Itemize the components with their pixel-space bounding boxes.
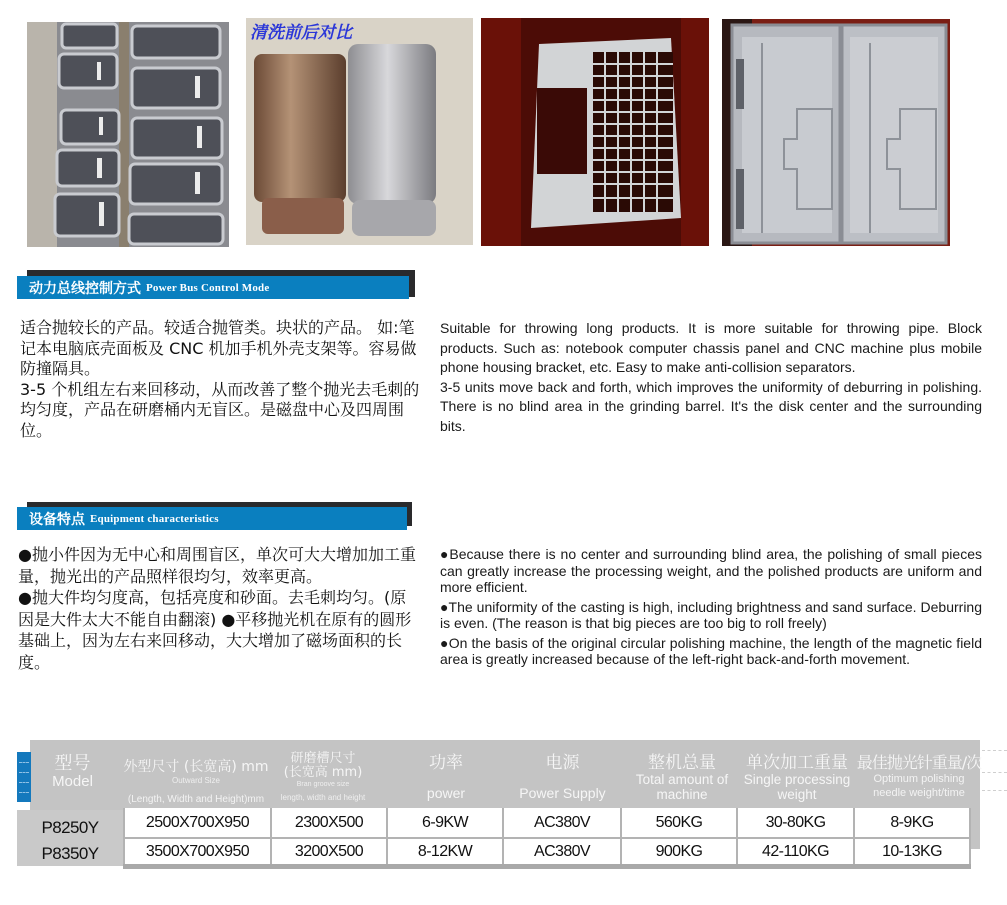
header-zh: 最佳抛光针重量/次: [856, 753, 982, 772]
cell-supply: AC380V: [504, 839, 622, 864]
header-sub: Outward Size: [171, 776, 221, 785]
header-en: Optimum polishing: [873, 773, 965, 785]
header-en: power: [426, 785, 466, 801]
header-power: [386, 754, 506, 801]
svg-text:清洗前后对比: 清洗前后对比: [250, 23, 352, 43]
paragraph-en: Suitable for throwing long products. It is more suitable for throwing pipe. Block products. Such as: notebook computer chassis panel and CNC machine plus mobile phone housing bracket, etc. Easy to make anti-collision separators.: [440, 320, 982, 375]
before-after-cleaning-photo: [246, 18, 473, 245]
header-zh: 整机总量: [648, 753, 716, 773]
cell-total-weight: 560KG: [622, 808, 738, 837]
spec-table: [0, 738, 1007, 878]
section-header-bar: [17, 507, 407, 530]
cell-model: P8350Y: [41, 844, 99, 863]
cell-outward-size: 3500X700X950: [125, 839, 272, 864]
header-zh: 电源: [545, 753, 580, 773]
header-sub: Bran groove size: [296, 781, 350, 788]
paragraph-zh: ●抛大件均匀度高，包括亮度和砂面。去毛刺均匀。(原因是大件太大不能自由翻滚) ●平移抛光机在原有的圆形基础上，因为左右来回移动，大大增加了磁场面积的长度。: [18, 588, 412, 672]
cell-single-weight: 30-80KG: [738, 808, 855, 837]
paragraph-en: ●On the basis of the original circular polishing machine, the length of the magnetic field area is greatly increased because of the left-right back-and-forth movement.: [440, 634, 982, 667]
spec-data-grid: [123, 808, 971, 866]
header-outward-size: [122, 758, 270, 806]
cnc-housing-bracket-photo: [722, 19, 950, 246]
section-header-bar: [17, 276, 409, 299]
header-en: machine: [656, 787, 708, 802]
header-en: Model: [52, 773, 93, 790]
header-en: needle weight/time: [873, 787, 965, 799]
header-zh: 研磨槽尺寸: [290, 751, 356, 766]
divider: [982, 790, 1007, 791]
paragraph-zh: 适合抛较长的产品。较适合抛管类。块状的产品。 如:笔记本电脑底壳面板及 CNC 机加手机外壳支架等。容易做防撞隔具。: [20, 318, 417, 378]
cell-groove-size: 3200X500: [272, 839, 388, 864]
header-single-weight: [738, 754, 856, 802]
header-en: length, width and height: [280, 793, 366, 802]
section-title-zh: 动力总线控制方式: [29, 280, 141, 297]
equipment-characteristics-zh: [18, 544, 418, 673]
table-row: [125, 839, 969, 864]
divider: [982, 750, 1007, 751]
cell-total-weight: 900KG: [622, 839, 738, 864]
section-title-zh: 设备特点: [29, 511, 85, 528]
laptop-keyboard-panel-photo: [481, 18, 709, 246]
cell-needle-weight: 8-9KG: [890, 813, 934, 831]
header-groove-size: [268, 752, 378, 803]
header-en: (Length, Width and Height)mm: [127, 794, 265, 805]
header-en: Total amount of: [635, 772, 729, 787]
cell-needle-weight: 10-13KG: [882, 842, 942, 860]
header-en: weight: [777, 787, 817, 802]
header-zh: 外型尺寸 (长宽高) mm: [123, 759, 269, 775]
header-zh: 功率: [429, 753, 463, 773]
header-zh: 单次加工重量: [746, 753, 848, 773]
table-accent-bar: [17, 752, 31, 802]
table-right-edge: [970, 810, 980, 849]
header-zh: 型号: [54, 753, 91, 774]
header-model: [30, 754, 115, 789]
header-power-supply: [500, 754, 625, 801]
section-title-en: Equipment characteristics: [90, 512, 219, 525]
aluminum-castings-photo: [27, 22, 229, 247]
power-bus-description-en: [440, 319, 982, 436]
divider: [982, 772, 1007, 773]
paragraph-en: ●The uniformity of the casting is high, including brightness and sand surface. Deburring is even. (The reason is that big pieces are too big to roll freely): [440, 598, 982, 631]
paragraph-en: 3-5 units move back and forth, which improves the uniformity of deburring in polishing. There is no blind area in the grinding barrel. It's the disk center and the surrounding bits.: [440, 378, 982, 434]
header-en: Single processing: [743, 772, 851, 787]
paragraph-zh: ●抛小件因为无中心和周围盲区，单次可大大增加加工重量，抛光出的产品照样很均匀，效率更高。: [18, 545, 416, 586]
power-bus-description-zh: [20, 318, 420, 441]
header-needle-weight: [856, 754, 982, 800]
cell-model: P8250Y: [41, 818, 99, 837]
header-total-weight: [626, 754, 738, 802]
header-zh: (长宽高 mm): [283, 765, 363, 780]
header-en: Power Supply: [519, 785, 606, 801]
table-row: [125, 808, 969, 839]
equipment-characteristics-en: [440, 546, 982, 671]
cell-single-weight: 42-110KG: [738, 839, 855, 864]
cell-outward-size: 2500X700X950: [125, 808, 272, 837]
paragraph-zh: 3-5 个机组左右来回移动，从而改善了整个抛光去毛刺的均匀度，产品在研磨桶内无盲区。是磁盘中心及四周围位。: [20, 379, 420, 440]
cell-supply: AC380V: [504, 808, 622, 837]
cell-groove-size: 2300X500: [272, 808, 388, 837]
cell-power: 6-9KW: [388, 808, 504, 837]
cell-power: 8-12KW: [388, 839, 504, 864]
section-title-en: Power Bus Control Mode: [146, 281, 270, 294]
paragraph-en: ●Because there is no center and surrounding blind area, the polishing of small pieces can greatly increase the processing weight, and the polished products are uniform and more efficient.: [440, 546, 982, 595]
table-bottom-shadow: [123, 864, 971, 869]
